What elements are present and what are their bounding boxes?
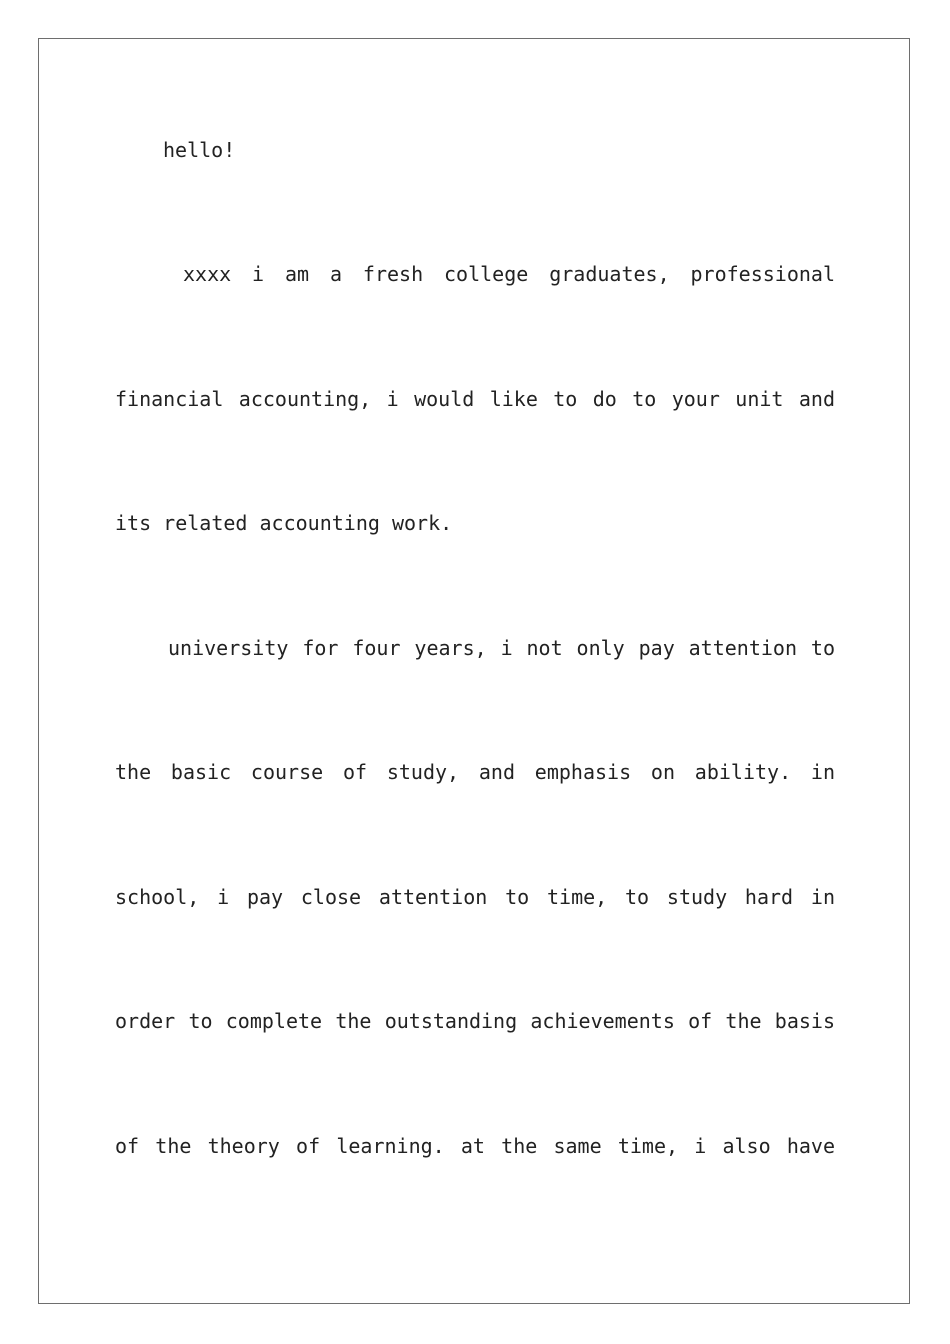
document-page <box>38 38 910 1304</box>
paragraph-line: order to complete the outstanding achievements of the basis <box>115 1009 835 1033</box>
paragraph-line: its related accounting work. <box>115 511 453 535</box>
paragraph-line: financial accounting, i would like to do to your unit and <box>115 387 835 411</box>
greeting-text: hello! <box>163 138 236 162</box>
paragraph-line: xxxx i am a fresh college graduates, professional <box>183 262 835 286</box>
paragraph-line: the basic course of study, and emphasis on ability. in <box>115 760 835 784</box>
paragraph-line: of the theory of learning. at the same time, i also have <box>115 1134 835 1158</box>
paragraph-line: university for four years, i not only pay attention to <box>168 636 835 660</box>
paragraph-line: school, i pay close attention to time, to study hard in <box>115 885 835 909</box>
